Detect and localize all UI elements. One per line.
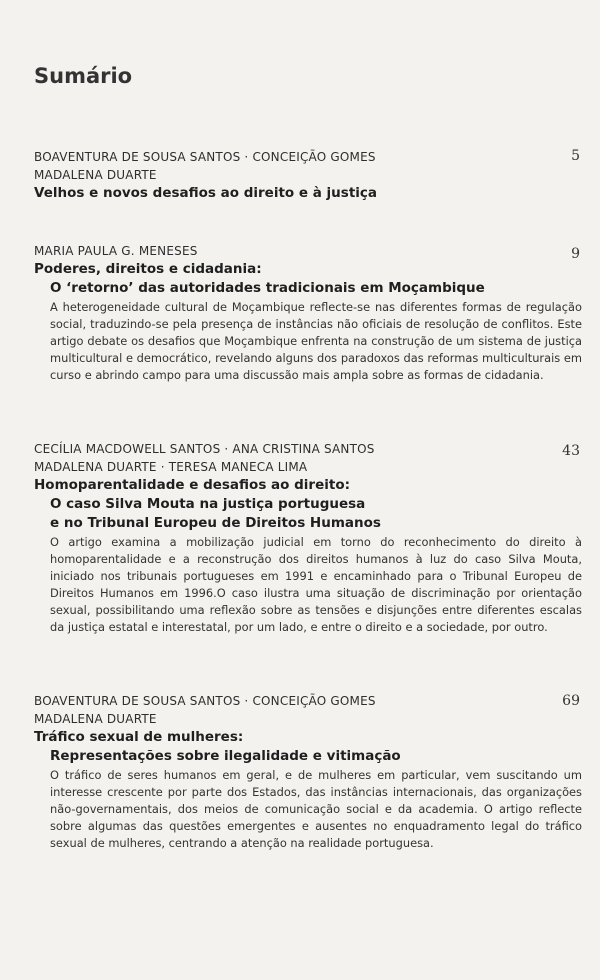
article-title: Velhos e novos desafios ao direito e à justiça: [34, 185, 378, 201]
article-title: Poderes, direitos e cidadania:: [34, 261, 262, 277]
article-subtitle: Representações sobre ilegalidade e vitimação: [50, 748, 401, 764]
page-title: Sumário: [34, 64, 133, 88]
article-subtitle: e no Tribunal Europeu de Direitos Humanos: [50, 515, 381, 531]
author-line: MADALENA DUARTE: [34, 168, 157, 182]
author-line: MADALENA DUARTE · TERESA MANECA LIMA: [34, 460, 308, 474]
author-line: CECÍLIA MACDOWELL SANTOS · ANA CRISTINA SANTOS: [34, 442, 375, 456]
article-abstract: A heterogeneidade cultural de Moçambique reflecte-se nas diferentes formas de regulação social, traduzindo-se pela presença de instâncias não oficiais de resolução de conflitos. Este artigo debate os desafios que Moçambique enfrenta na construção de um sistema de justiça multicultural e democrático, revelando alguns dos paradoxos das reformas multiculturais em curso e abrindo campo para uma discussão mais ampla sobre as formas de cidadania.: [50, 300, 582, 382]
author-line: BOAVENTURA DE SOUSA SANTOS · CONCEIÇÃO GOMES: [34, 694, 376, 708]
toc-entry: [34, 242, 582, 384]
author-line: MADALENA DUARTE: [34, 712, 157, 726]
article-abstract: O artigo examina a mobilização judicial em torno do reconhecimento do direito à homoparentalidade e a reconstrução dos direitos humanos à luz do caso Silva Mouta, iniciado nos tribunais portugueses em 1991 e encaminhado para o Tribunal Europeu de Direitos Humanos em 1996.O caso ilustra uma situação de discriminação por orientação sexual, possibilitando uma reflexão sobre as tensões e disjunções entre diferentes escalas da justiça estatal e interestatal, por um lado, e entre o direito e a sociedade, por outro.: [50, 535, 582, 634]
toc-entry: [34, 148, 580, 203]
article-title: Homoparentalidade e desafios ao direito:: [34, 477, 351, 493]
author-line: MARIA PAULA G. MENESES: [34, 244, 198, 258]
article-title: Tráfico sexual de mulheres:: [34, 729, 244, 745]
article-subtitle: O ‘retorno’ das autoridades tradicionais em Moçambique: [50, 280, 485, 296]
article-abstract: O tráfico de seres humanos em geral, e de mulheres em particular, vem suscitando um interesse crescente por parte dos Estados, das instâncias internacionais, das organizações não-governamentais, dos meios de comunicação social e da academia. O artigo reflecte sobre algumas das questões emergentes e ausentes no enquadramento legal do tráfico sexual de mulheres, centrando a atenção na realidade portuguesa.: [50, 768, 582, 850]
author-line: BOAVENTURA DE SOUSA SANTOS · CONCEIÇÃO GOMES: [34, 150, 376, 164]
page-number: 43: [562, 443, 580, 459]
toc-entry: [34, 692, 582, 852]
page-number: 69: [562, 693, 580, 709]
toc-entry: [34, 440, 582, 636]
page-number: 9: [571, 246, 580, 262]
article-subtitle: O caso Silva Mouta na justiça portuguesa: [50, 496, 366, 512]
page-number: 5: [571, 148, 580, 164]
